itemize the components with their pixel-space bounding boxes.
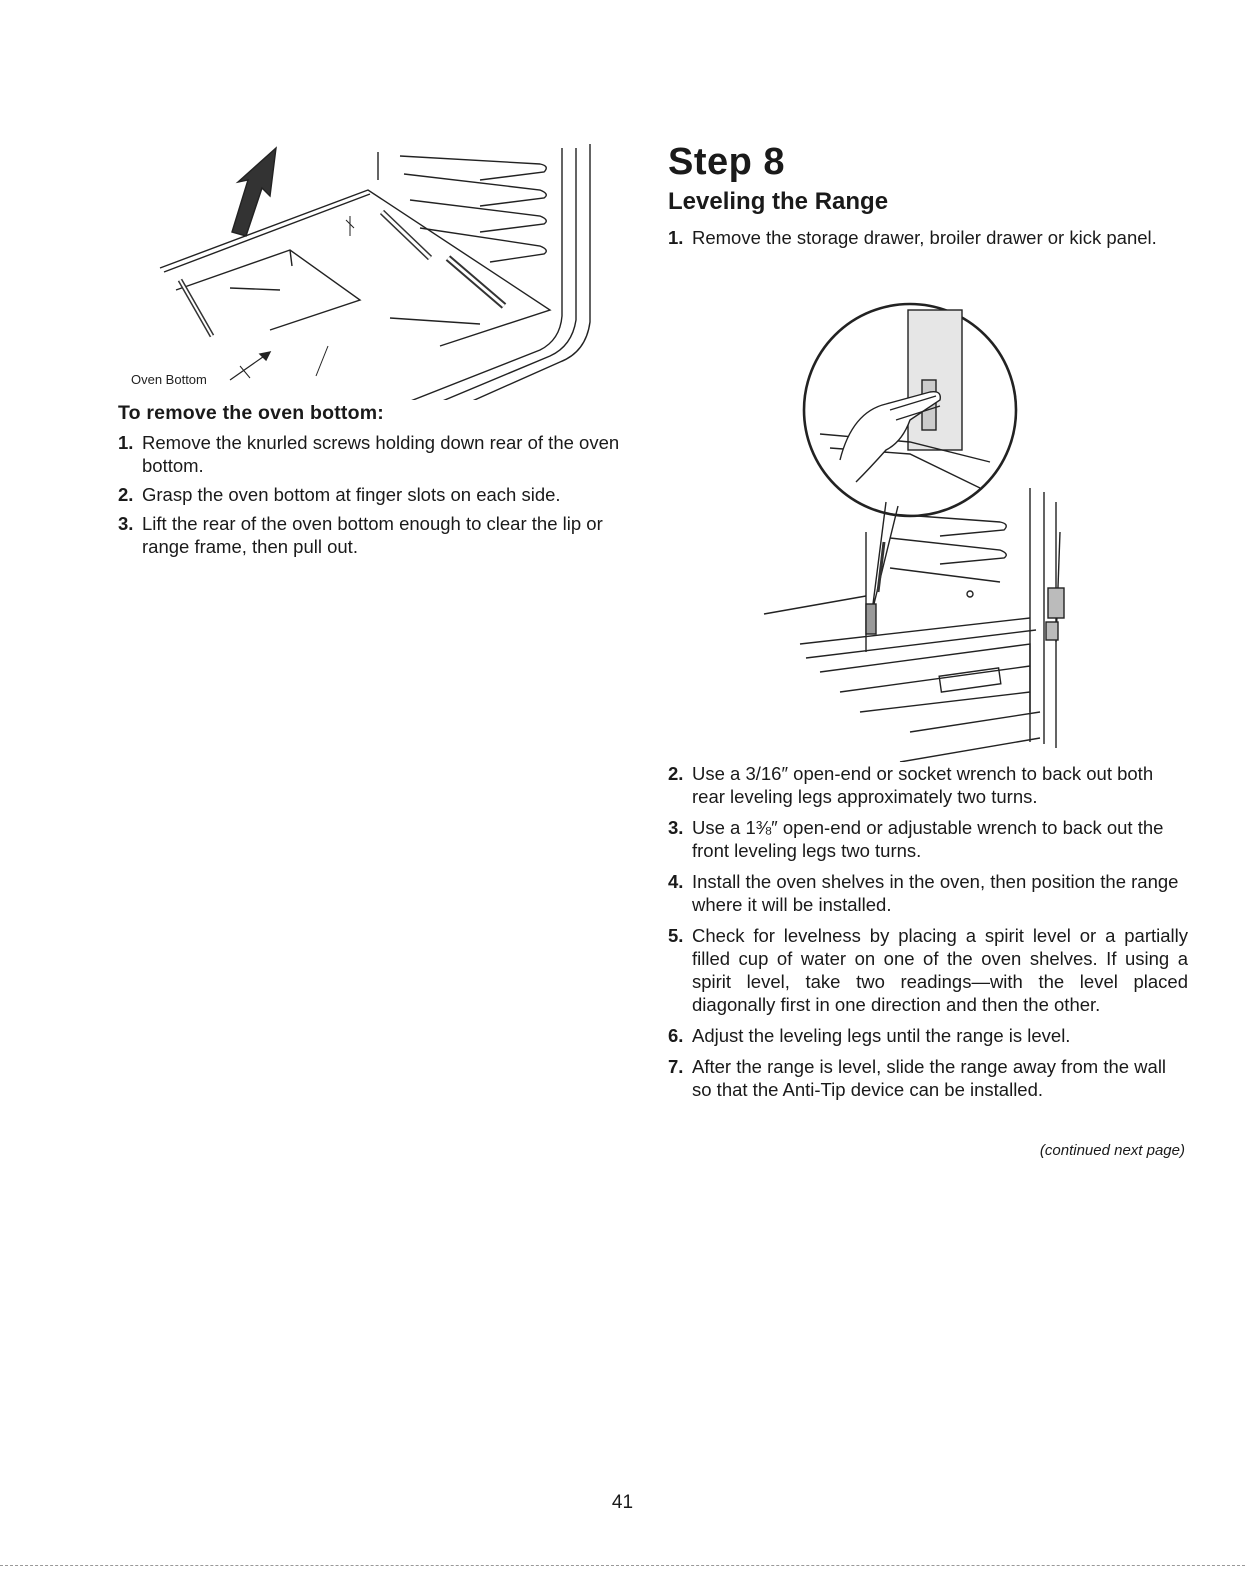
list-item <box>668 870 1188 916</box>
list-item <box>668 762 1188 808</box>
section-title: Leveling the Range <box>668 188 889 215</box>
list-item <box>668 816 1188 862</box>
page-number: 41 <box>611 1492 634 1513</box>
leveling-steps-list <box>668 762 1188 1101</box>
oven-bottom-steps <box>118 431 638 558</box>
step-number: 1. <box>668 227 684 248</box>
step-text: Use a 1⅜″ open-end or adjustable wrench to back out the front leveling legs two turns. <box>692 817 1164 861</box>
step-number: 4. <box>668 871 684 892</box>
list-item <box>118 512 638 558</box>
list-item <box>668 226 1188 249</box>
step-text: Remove the storage drawer, broiler drawer or kick panel. <box>692 227 1157 248</box>
list-item <box>118 483 638 506</box>
section-heading: To remove the oven bottom: <box>118 402 384 424</box>
step-text: Lift the rear of the oven bottom enough to clear the lip or range frame, then pull out. <box>142 513 603 557</box>
oven-bottom-instructions <box>118 402 638 564</box>
step-number: 7. <box>668 1056 684 1077</box>
step-number: 3. <box>668 817 684 838</box>
step-number: 1. <box>118 432 134 453</box>
figure-caption: Oven Bottom <box>131 372 207 387</box>
step-number: 2. <box>668 763 684 784</box>
oven-bottom-illustration <box>120 140 600 400</box>
list-item <box>668 1055 1188 1101</box>
step-number: 5. <box>668 925 684 946</box>
step-number: 3. <box>118 513 134 534</box>
step-title: Step 8 <box>668 141 786 183</box>
list-item <box>668 924 1188 1016</box>
step-text: Use a 3/16″ open-end or socket wrench to back out both rear leveling legs approximately two turns. <box>692 763 1154 807</box>
leveling-steps-first <box>668 226 1188 249</box>
scan-edge-divider <box>0 1565 1245 1566</box>
list-item <box>668 1024 1188 1047</box>
leveling-leg-illustration <box>760 292 1090 762</box>
continued-note: (continued next page) <box>1039 1142 1185 1159</box>
step-text: Install the oven shelves in the oven, then position the range where it will be installed. <box>692 871 1179 915</box>
step-text: After the range is level, slide the range away from the wall so that the Anti-Tip device can be installed. <box>692 1056 1167 1100</box>
leveling-section <box>668 140 1188 255</box>
step-number: 6. <box>668 1025 684 1046</box>
step-text: Adjust the leveling legs until the range is level. <box>692 1025 1071 1046</box>
step-text: Remove the knurled screws holding down rear of the oven bottom. <box>142 432 620 476</box>
list-item <box>118 431 638 477</box>
leveling-steps-continued <box>668 762 1188 1109</box>
step-text: Grasp the oven bottom at finger slots on each side. <box>142 484 561 505</box>
step-number: 2. <box>118 484 134 505</box>
step-text: Check for levelness by placing a spirit level or a partially filled cup of water on one of the oven shelves. If using a spirit level, take two readings—with the level placed diagonally first in one direction and then the other. <box>692 925 1188 1015</box>
